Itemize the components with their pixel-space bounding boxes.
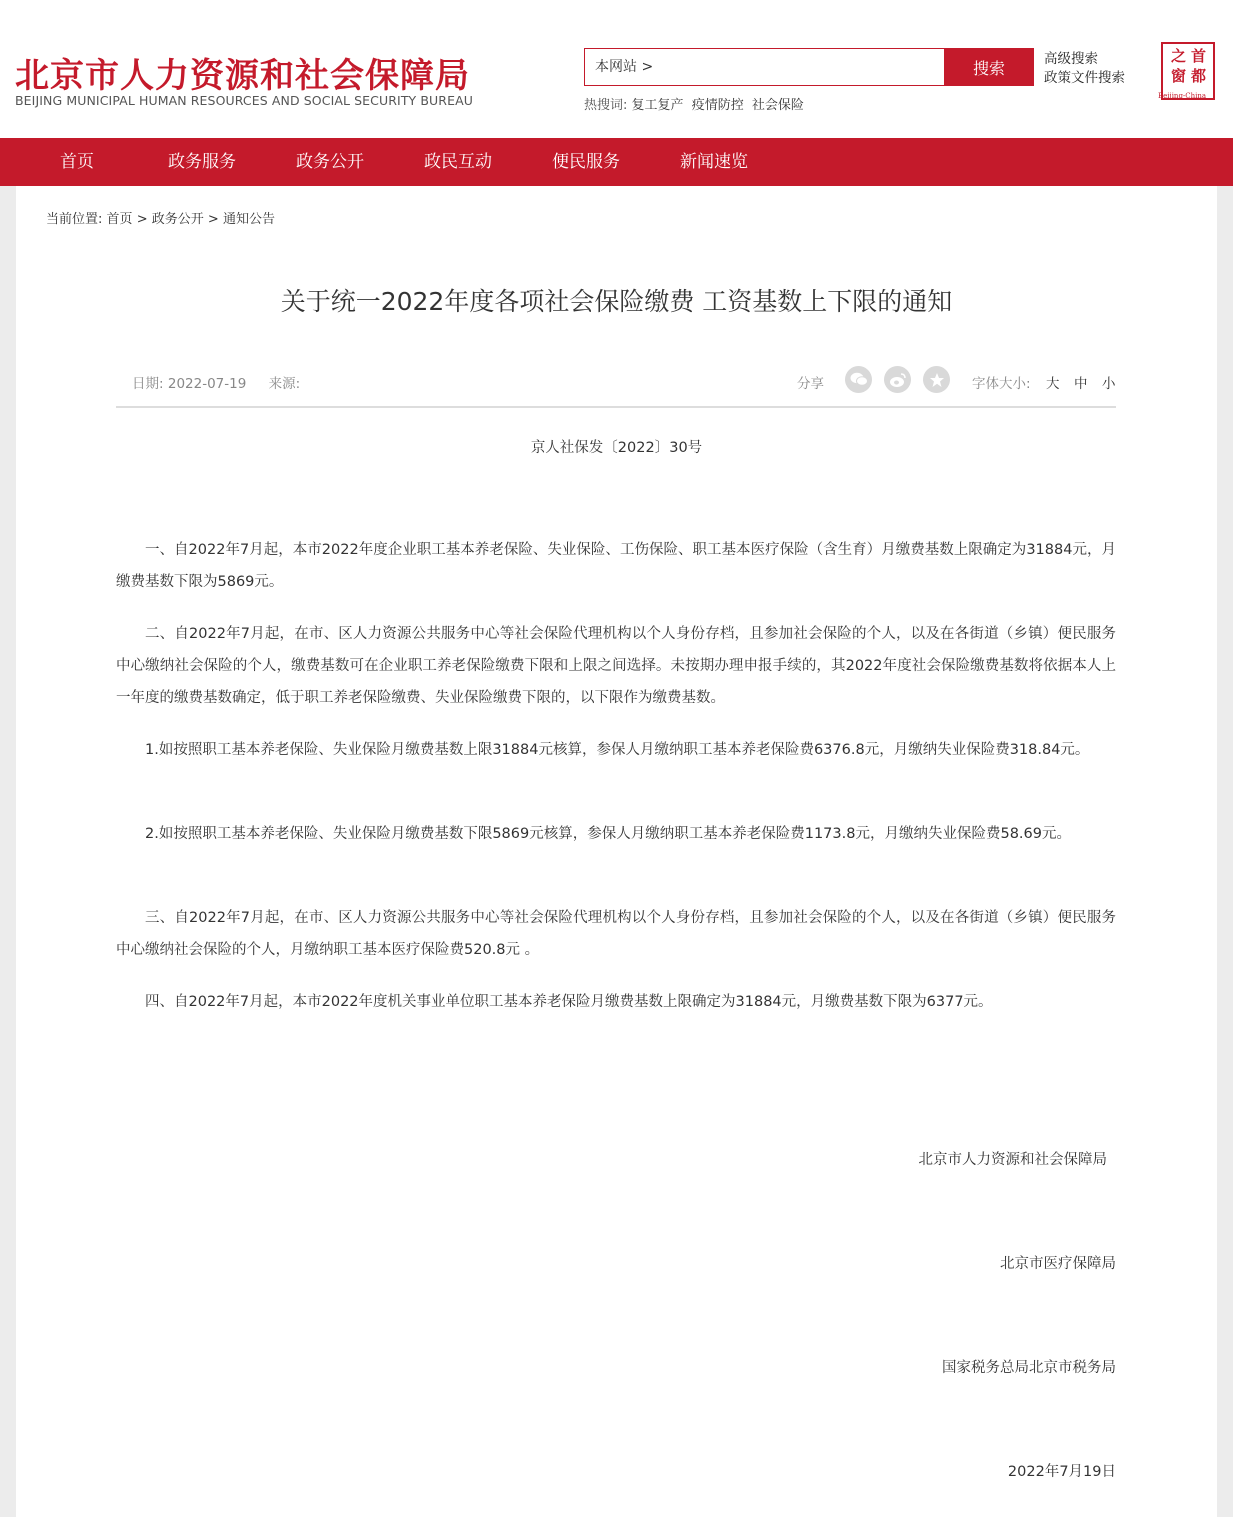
breadcrumb-notices[interactable]: 通知公告: [222, 212, 275, 227]
nav-item-convenience[interactable]: 便民服务: [552, 152, 620, 172]
article-title: 关于统一2022年度各项社会保险缴费 工资基数上下限的通知: [280, 287, 953, 316]
hot-search: [584, 94, 808, 113]
nav-item-home[interactable]: 首页: [60, 152, 94, 172]
search-scope[interactable]: 本网站 >: [595, 59, 654, 75]
search-input[interactable]: [584, 48, 944, 86]
breadcrumb-open-gov[interactable]: 政务公开: [151, 212, 204, 227]
breadcrumb: [46, 208, 275, 227]
breadcrumb-separator: >: [207, 212, 219, 227]
main-nav: [0, 138, 1233, 186]
article-paragraph: 1.如按照职工基本养老保险、失业保险月缴费基数上限31884元核算，参保人月缴纳职工基本养老保险费6376.8元，月缴纳失业保险费318.84元。: [145, 742, 1090, 758]
advanced-search-link[interactable]: 高级搜索: [1044, 51, 1098, 67]
seal-caption: Beijing-China: [1158, 92, 1207, 100]
content-area: [16, 186, 1217, 1517]
policy-search-link[interactable]: 政策文件搜索: [1044, 70, 1125, 86]
date-label: 日期:: [132, 376, 164, 392]
breadcrumb-label: 当前位置:: [46, 212, 103, 227]
site-header: [0, 0, 1233, 138]
article-paragraph: 三、自2022年7月起，在市、区人力资源公共服务中心等社会保险代理机构以个人身份存档，且参加社会保险的个人，以及在各街道（乡镇）便民服务中心缴纳社会保险的个人，月缴纳职工基本医疗保险费520.8元 。: [116, 910, 1116, 958]
font-size-medium[interactable]: 中: [1074, 376, 1088, 392]
signature-date: 2022年7月19日: [1007, 1464, 1116, 1480]
signature-tax: 国家税务总局北京市税务局: [942, 1360, 1116, 1376]
hot-word[interactable]: 复工复产: [631, 98, 684, 113]
nav-item-services[interactable]: 政务服务: [168, 152, 236, 172]
article-paragraph: 一、自2022年7月起，本市2022年度企业职工基本养老保险、失业保险、工伤保险、职工基本医疗保险（含生育）月缴费基数上限确定为31884元，月缴费基数下限为5869元。: [116, 542, 1116, 590]
share-label: 分享: [797, 376, 824, 392]
wechat-share-icon[interactable]: [845, 366, 872, 393]
breadcrumb-home[interactable]: 首页: [106, 212, 133, 227]
breadcrumb-separator: >: [136, 212, 148, 227]
seal-char: 都: [1191, 67, 1207, 85]
seal-char: 窗: [1171, 67, 1187, 85]
weibo-share-icon[interactable]: [884, 366, 911, 393]
search-links: [1044, 50, 1125, 88]
article-date: 2022-07-19: [167, 376, 247, 392]
signature-hrss: 北京市人力资源和社会保障局: [918, 1152, 1107, 1168]
meta-divider: [116, 406, 1116, 408]
article-paragraph: 四、自2022年7月起，本市2022年度机关事业单位职工基本养老保险月缴费基数上限确定为31884元，月缴费基数下限为6377元。: [145, 994, 993, 1010]
article-paragraph: 二、自2022年7月起，在市、区人力资源公共服务中心等社会保险代理机构以个人身份存档，且参加社会保险的个人，以及在各街道（乡镇）便民服务中心缴纳社会保险的个人，缴费基数可在企业职工养老保险缴费下限和上限之间选择。未按期办理申报手续的，其2022年度社会保险缴费基数将依据本人上一年度的缴费基数确定，低于职工养老保险缴费、失业保险缴费下限的，以下限作为缴费基数。: [116, 626, 1116, 706]
article-paragraph: 2.如按照职工基本养老保险、失业保险月缴费基数下限5869元核算，参保人月缴纳职工基本养老保险费1173.8元，月缴纳失业保险费58.69元。: [145, 826, 1071, 842]
font-size-label: 字体大小:: [972, 376, 1031, 392]
font-size-small[interactable]: 小: [1102, 376, 1116, 392]
hot-word[interactable]: 社会保险: [751, 98, 804, 113]
nav-item-open-gov[interactable]: 政务公开: [296, 152, 364, 172]
hot-search-label: 热搜词:: [584, 98, 628, 113]
source-label: 来源:: [268, 376, 301, 392]
nav-item-news[interactable]: 新闻速览: [680, 152, 748, 172]
seal-char: 首: [1191, 47, 1207, 65]
seal-char: 之: [1171, 47, 1187, 65]
font-size-large[interactable]: 大: [1046, 376, 1060, 392]
hot-word[interactable]: 疫情防控: [691, 98, 744, 113]
article-meta: [132, 372, 300, 392]
document-number: 京人社保发〔2022〕30号: [530, 440, 703, 456]
search-button[interactable]: 搜索: [944, 48, 1034, 86]
nav-item-interaction[interactable]: 政民互动: [424, 152, 492, 172]
signature-medical: 北京市医疗保障局: [1000, 1256, 1116, 1272]
site-subtitle-en: BEIJING MUNICIPAL HUMAN RESOURCES AND SOCIAL SECURITY BUREAU: [15, 93, 473, 108]
site-title[interactable]: 北京市人力资源和社会保障局: [15, 56, 470, 96]
favorite-share-icon[interactable]: [923, 366, 950, 393]
